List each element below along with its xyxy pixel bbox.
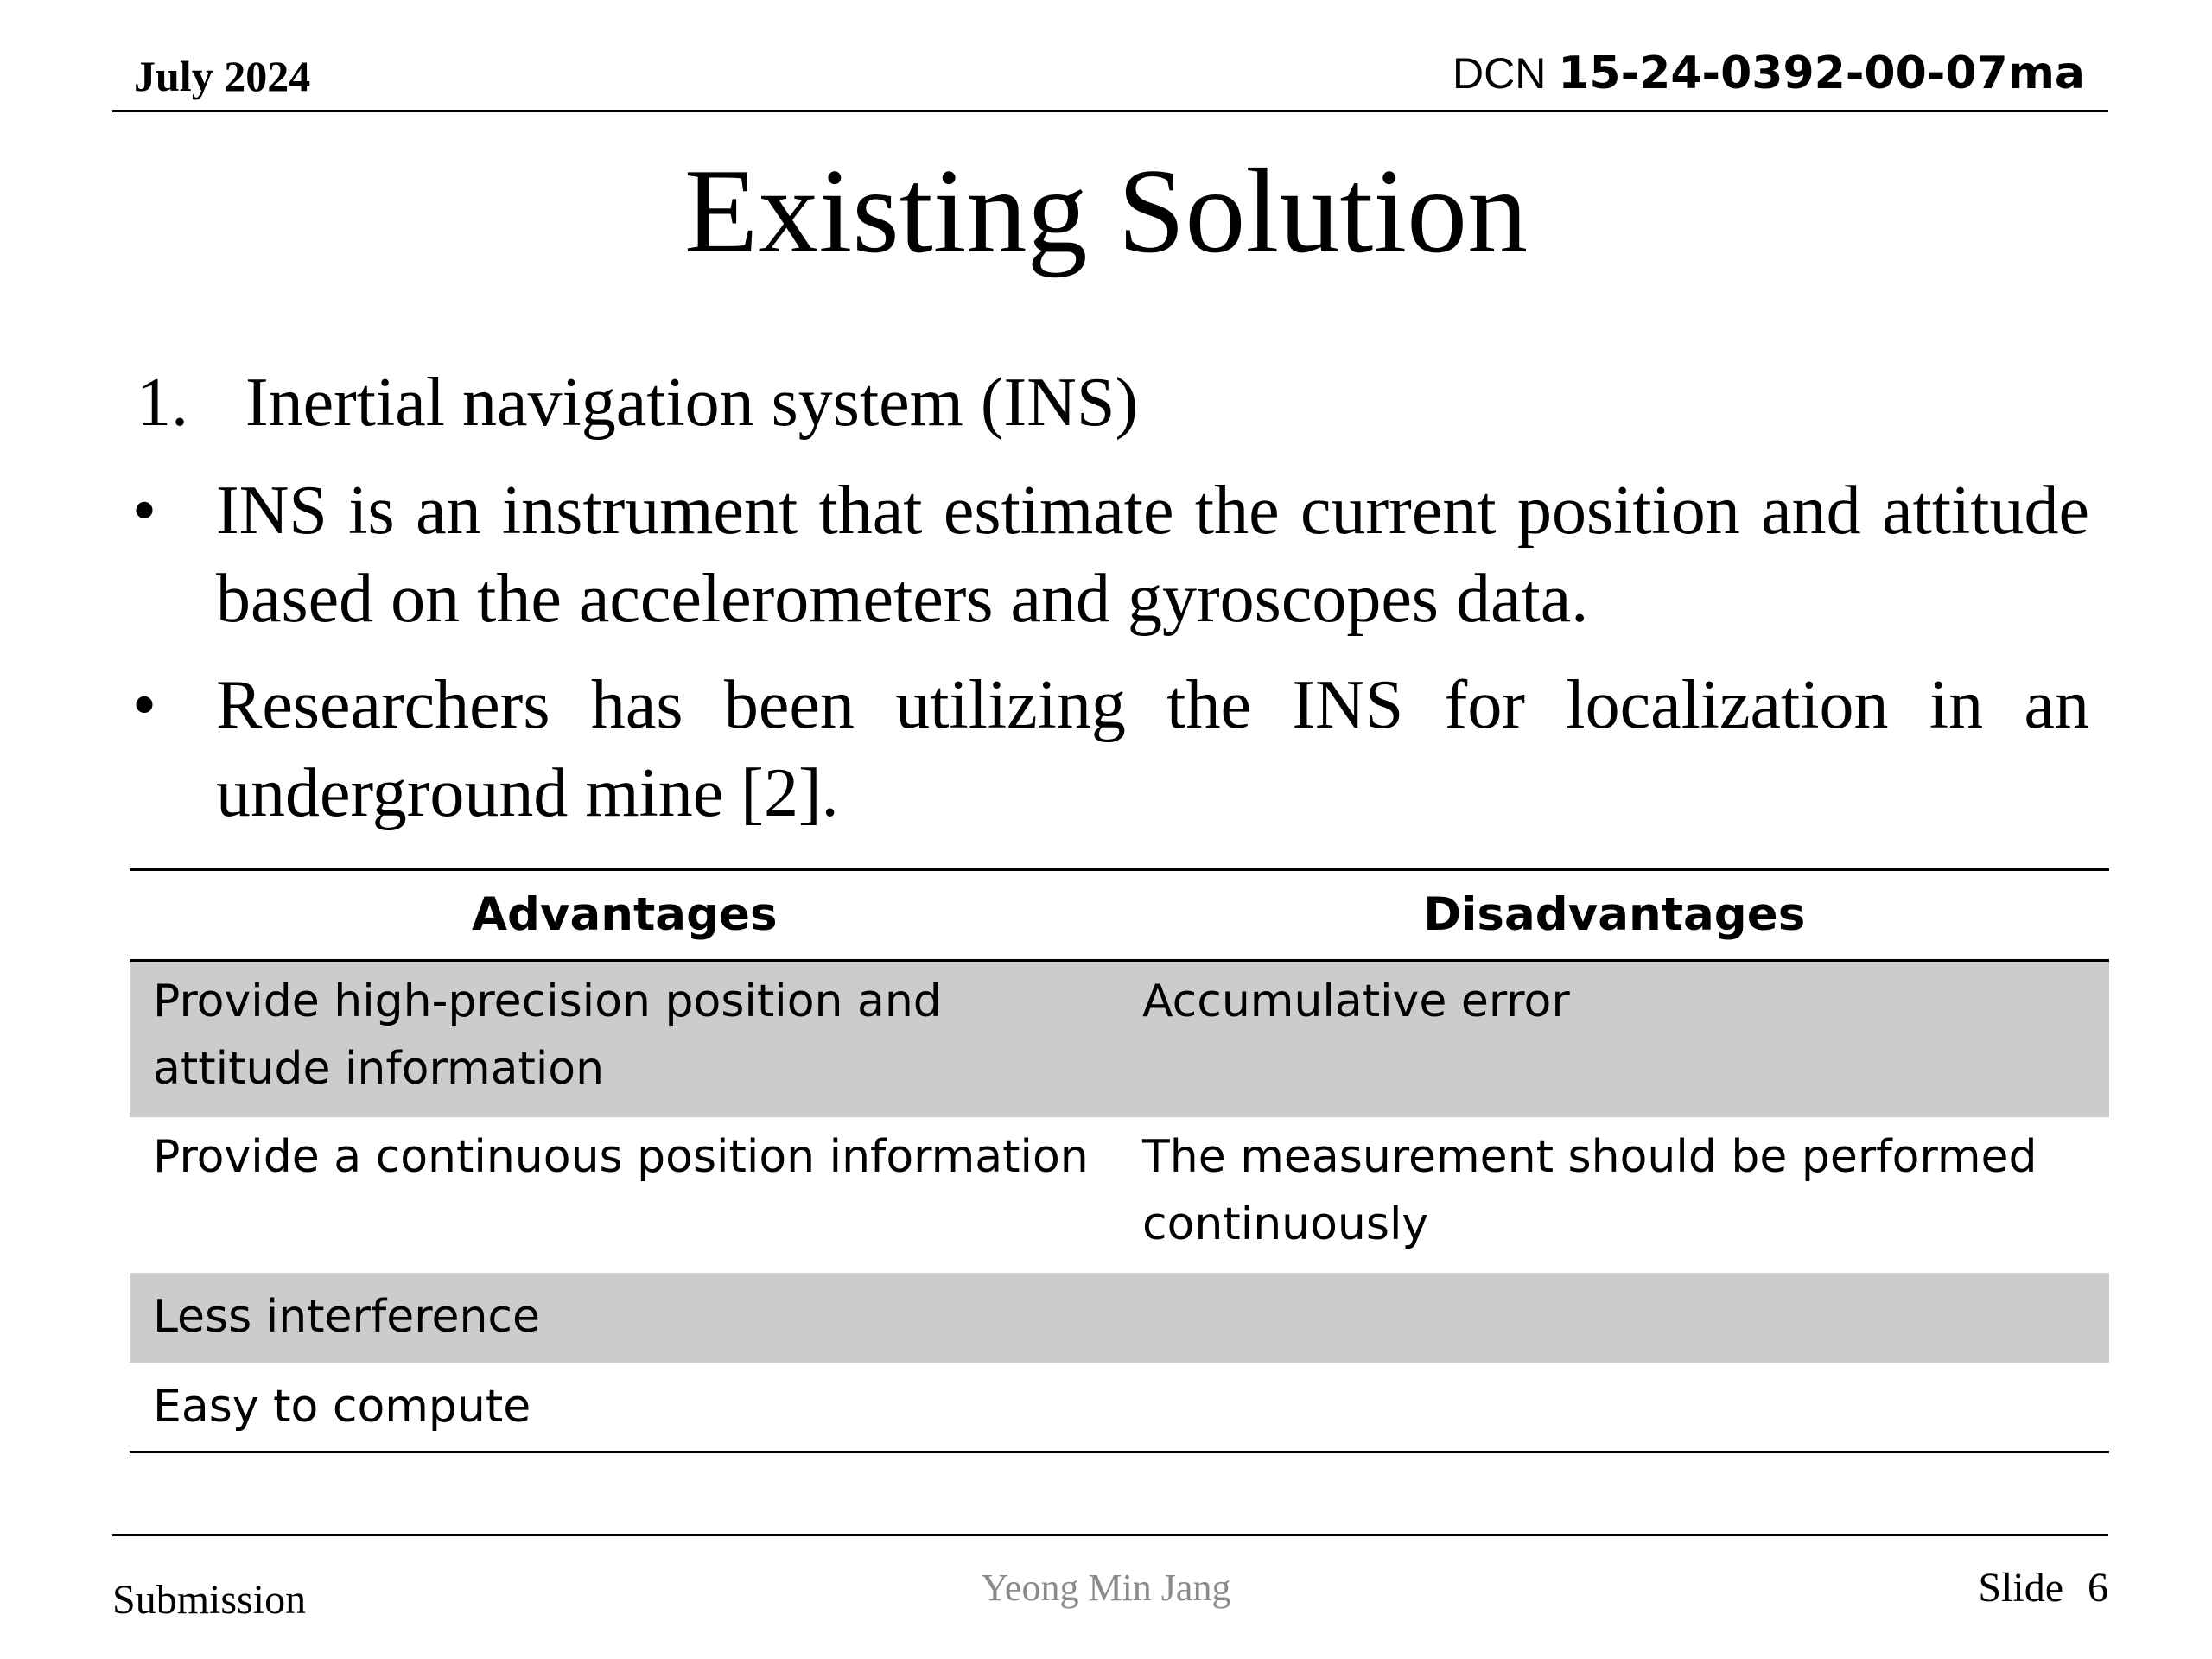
bullet-text: INS is an instrument that estimate the current position and attitude based on the accelerometers and gyroscopes data. [216,473,2089,637]
dcn-number: 15-24-0392-00-07ma [1558,48,2085,99]
bullet-marker: • [132,667,157,743]
table-row [130,1273,2109,1363]
table-row [130,1117,2109,1273]
table-row [130,1363,2109,1451]
slide-number: 6 [2088,1565,2108,1611]
advantages-table [130,868,2109,1453]
footer-slide-indicator [1978,1562,2108,1614]
numbered-item-text: Inertial navigation system (INS) [245,365,1139,441]
dcn-label: DCN [1452,49,1547,98]
table-cell: The measurement should be performed continuously [1142,1131,2037,1250]
slide-label: Slide [1978,1565,2063,1611]
table-cell: Provide a continuous position information [153,1131,1089,1183]
table-row [130,962,2109,1117]
table-cell: Easy to compute [153,1381,531,1433]
header-dcn [1452,45,2085,102]
table-cell: Less interference [153,1291,540,1343]
slide-title: Existing Solution [683,144,1529,278]
numbered-item [137,359,1138,447]
header-divider [112,110,2108,112]
table-cell [1120,1363,2109,1373]
header-advantages: Advantages [471,888,778,941]
table-cell [1120,1273,2109,1283]
header-date: July 2024 [134,52,311,100]
table-cell: Accumulative error [1142,976,1570,1027]
table-cell: Provide high-precision position and attitude information [153,976,942,1095]
bullet-item [132,661,2089,837]
bullet-item [132,467,2089,643]
bullet-text: Researchers has been utilizing the INS for localization in an underground mine [2]. [216,667,2089,831]
footer-author: Yeong Min Jang [981,1567,1231,1609]
header-disadvantages: Disadvantages [1423,888,1806,941]
footer-submission: Submission [112,1577,307,1623]
numbered-item-number: 1. [137,365,188,441]
table-header [130,871,2109,962]
footer-divider [112,1534,2108,1536]
bullet-marker: • [132,473,157,549]
